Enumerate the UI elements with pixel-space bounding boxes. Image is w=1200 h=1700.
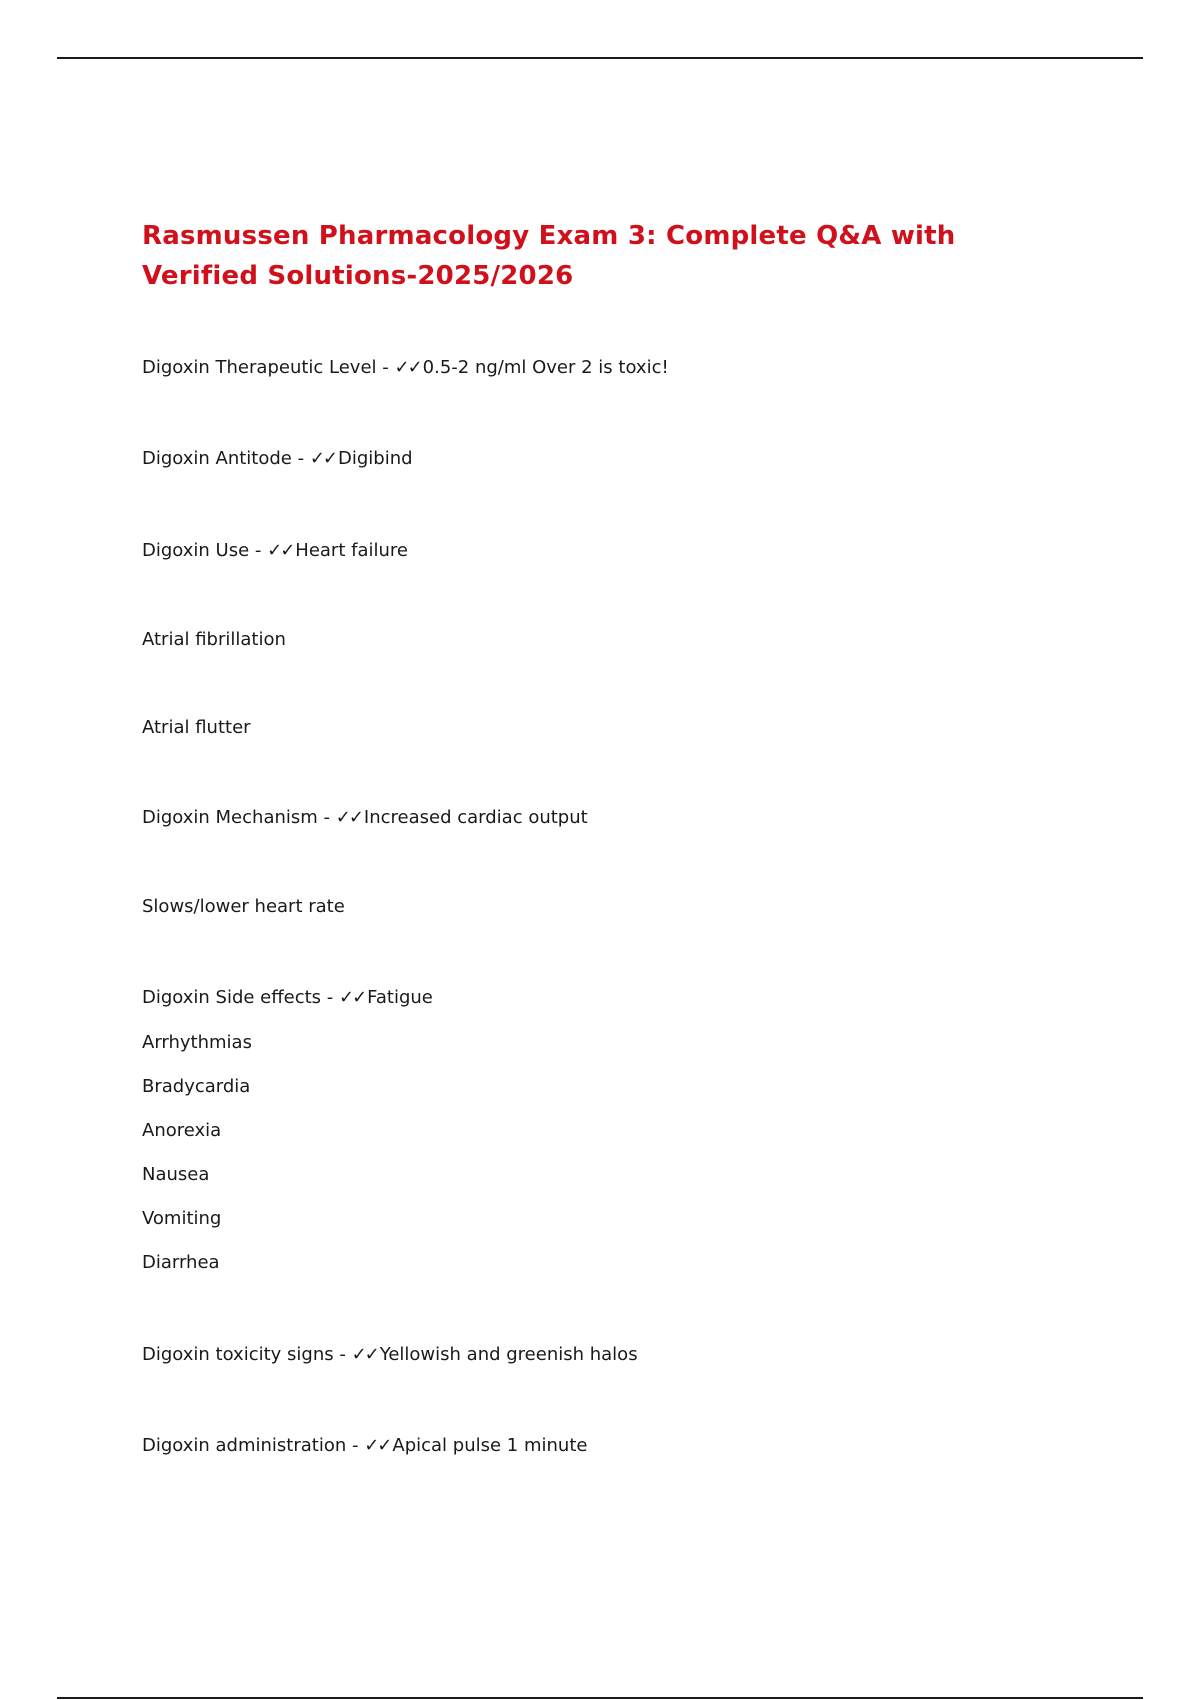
double-check-icon: ✓✓ <box>267 540 294 561</box>
question-text: Digoxin Side effects - <box>142 987 339 1008</box>
answer-continuation: Nausea <box>142 1164 210 1185</box>
answer-text: Fatigue <box>367 987 433 1008</box>
question-text: Digoxin Mechanism - <box>142 807 336 828</box>
question-text: Digoxin toxicity signs - <box>142 1344 352 1365</box>
answer-text: Increased cardiac output <box>363 807 588 828</box>
answer-text: 0.5-2 ng/ml Over 2 is toxic! <box>422 357 669 378</box>
answer-text: Digibind <box>338 448 413 469</box>
title-line-1: Rasmussen Pharmacology Exam 3: Complete Q&A with <box>142 221 956 251</box>
double-check-icon: ✓✓ <box>309 448 336 469</box>
qa-entry-therapeutic-level <box>142 356 669 380</box>
double-check-icon: ✓✓ <box>364 1435 391 1456</box>
answer-continuation: Anorexia <box>142 1120 222 1141</box>
title-line-2: Verified Solutions-2025/2026 <box>142 261 574 291</box>
answer-continuation: Vomiting <box>142 1208 222 1229</box>
answer-continuation: Arrhythmias <box>142 1032 252 1053</box>
question-text: Digoxin Use - <box>142 540 268 561</box>
double-check-icon: ✓✓ <box>351 1344 378 1365</box>
bottom-rule <box>57 1697 1143 1699</box>
question-text: Digoxin Antitode - <box>142 448 310 469</box>
qa-entry-toxicity-signs <box>142 1343 638 1367</box>
qa-entry-antidote <box>142 447 413 471</box>
answer-continuation: Atrial flutter <box>142 717 251 738</box>
answer-continuation: Bradycardia <box>142 1076 251 1097</box>
qa-entry-use <box>142 539 408 563</box>
top-rule <box>57 57 1143 59</box>
answer-text: Apical pulse 1 minute <box>392 1435 588 1456</box>
qa-entry-administration <box>142 1434 587 1458</box>
double-check-icon: ✓✓ <box>339 987 366 1008</box>
question-text: Digoxin Therapeutic Level - <box>142 357 395 378</box>
answer-continuation: Slows/lower heart rate <box>142 896 345 917</box>
double-check-icon: ✓✓ <box>335 807 362 828</box>
document-title <box>142 216 1022 296</box>
question-text: Digoxin administration - <box>142 1435 365 1456</box>
double-check-icon: ✓✓ <box>394 357 421 378</box>
qa-entry-side-effects <box>142 986 433 1010</box>
answer-continuation: Atrial fibrillation <box>142 629 286 650</box>
answer-text: Heart failure <box>295 540 408 561</box>
answer-text: Yellowish and greenish halos <box>379 1344 638 1365</box>
qa-entry-mechanism <box>142 806 588 830</box>
answer-continuation: Diarrhea <box>142 1252 220 1273</box>
